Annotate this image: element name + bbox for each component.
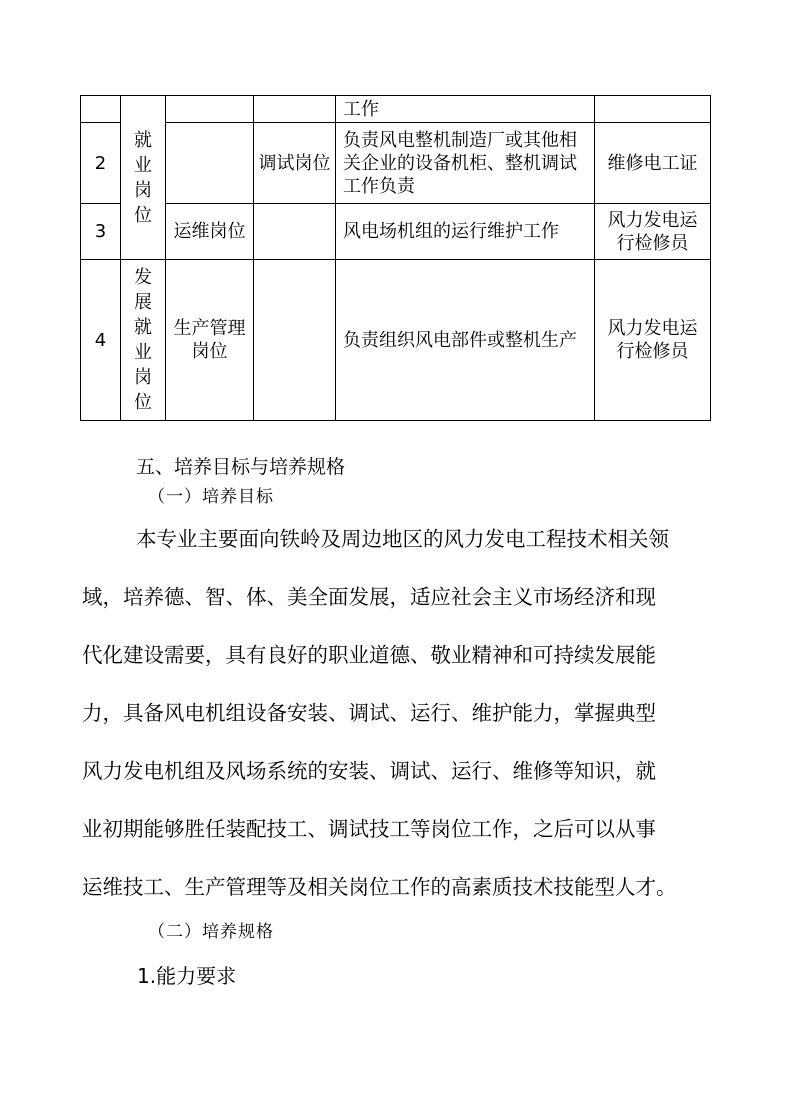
- post-cell: 生产管理岗位: [166, 260, 254, 421]
- section-heading: 五、培养目标与培养规格: [136, 456, 346, 478]
- stage-cell: 发展就业岗位: [121, 260, 166, 421]
- post2-cell: [254, 260, 336, 421]
- post2-cell: 调试岗位: [254, 123, 336, 204]
- cert-cell: 风力发电运行检修员: [595, 204, 711, 260]
- item-heading: 1.能力要求: [137, 964, 237, 988]
- duty-cell: 负责风电整机制造厂或其他相关企业的设备机柜、整机调试工作负责: [336, 123, 595, 204]
- duty-cell: 工作: [336, 96, 595, 123]
- cert-cell: 风力发电运行检修员: [595, 260, 711, 421]
- paragraph-line: 风力发电机组及风场系统的安装、调试、运行、维修等知识，就: [82, 759, 656, 783]
- post2-cell: [254, 96, 336, 123]
- paragraph-line: 力，具备风电机组设备安装、调试、运行、维护能力，掌握典型: [82, 701, 656, 725]
- paragraph-line: 本专业主要面向铁岭及周边地区的风力发电工程技术相关领: [136, 527, 669, 551]
- row-number: 3: [81, 204, 121, 260]
- cert-cell: [595, 96, 711, 123]
- paragraph-line: 运维技工、生产管理等及相关岗位工作的高素质技术技能型人才。: [82, 875, 677, 899]
- post-cell: 运维岗位: [166, 204, 254, 260]
- table-row: [81, 260, 711, 421]
- cert-cell: 维修电工证: [595, 123, 711, 204]
- post-cell: [166, 96, 254, 123]
- row-number: 2: [81, 123, 121, 204]
- jobs-table: [80, 95, 711, 421]
- table-row: [81, 204, 711, 260]
- subsection-heading: （二）培养规格: [148, 922, 274, 942]
- duty-cell: 风电场机组的运行维护工作: [336, 204, 595, 260]
- row-number: 4: [81, 260, 121, 421]
- subsection-heading: （一）培养目标: [148, 487, 274, 507]
- table-row: [81, 96, 711, 123]
- table-row: [81, 123, 711, 204]
- post-cell: [166, 123, 254, 204]
- post2-cell: [254, 204, 336, 260]
- stage-cell: 就业岗位: [121, 96, 166, 260]
- paragraph-line: 代化建设需要，具有良好的职业道德、敬业精神和可持续发展能: [82, 643, 656, 667]
- paragraph-line: 域，培养德、智、体、美全面发展，适应社会主义市场经济和现: [82, 585, 656, 609]
- paragraph-line: 业初期能够胜任装配技工、调试技工等岗位工作，之后可以从事: [82, 817, 656, 841]
- duty-cell: 负责组织风电部件或整机生产: [336, 260, 595, 421]
- row-number: [81, 96, 121, 123]
